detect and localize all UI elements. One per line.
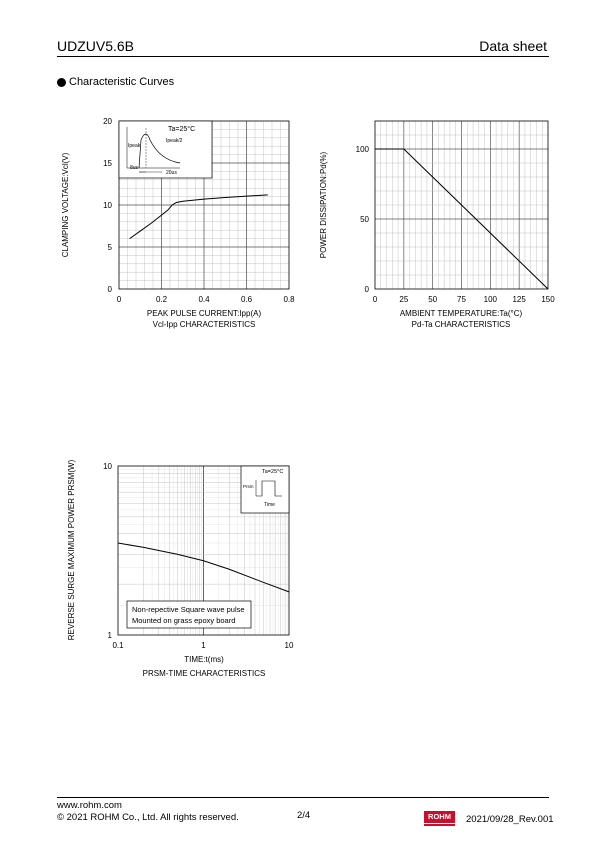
x-tick-label: 0.1 xyxy=(112,641,124,650)
doc-type: Data sheet xyxy=(479,38,547,54)
footer-date-rev: 2021/09/28_Rev.001 xyxy=(466,814,554,825)
inset-label-prsm: Prsm xyxy=(243,484,254,489)
x-axis-label: PEAK PULSE CURRENT:Ipp(A) xyxy=(146,309,262,318)
y-tick-label: 1 xyxy=(107,631,112,640)
pulse-inset xyxy=(241,466,289,513)
annotation-box xyxy=(127,601,251,628)
rohm-logo: ROHM xyxy=(424,811,455,823)
y-tick-label: 10 xyxy=(103,201,112,210)
y-tick-label: 10 xyxy=(103,462,112,471)
y-tick-label: 5 xyxy=(107,243,112,252)
y-axis-label: CLAMPING VOLTAGE:Vcl(V) xyxy=(61,152,70,258)
x-tick-label: 75 xyxy=(457,295,466,304)
annotation-line-1: Non-repective Square wave pulse xyxy=(132,605,245,614)
inset-condition: Ta=25°C xyxy=(262,469,284,475)
y-tick-label: 100 xyxy=(355,145,369,154)
y-tick-labels xyxy=(103,462,112,640)
section-title: Characteristic Curves xyxy=(69,76,175,88)
inset-label-ipeak: Ipeak xyxy=(128,143,141,149)
footer-rule xyxy=(57,797,549,798)
part-number: UDZUV5.6B xyxy=(57,38,135,54)
y-tick-label: 20 xyxy=(103,117,112,126)
x-tick-label: 0.2 xyxy=(155,295,168,304)
y-tick-label: 50 xyxy=(360,215,369,224)
y-axis-label: REVERSE SURGE MAXIMUM POWER PRSM(W) xyxy=(67,459,76,641)
x-tick-labels xyxy=(112,641,294,650)
y-tick-label: 0 xyxy=(107,285,112,294)
chart-caption: Pd-Ta CHARACTERISTICS xyxy=(411,320,511,329)
x-tick-label: 0.6 xyxy=(240,295,253,304)
x-tick-label: 0.4 xyxy=(198,295,210,304)
footer-copyright: © 2021 ROHM Co., Ltd. All rights reserved. xyxy=(57,812,239,823)
inset-label-20us: 20us xyxy=(166,170,177,176)
inset-label-ipeak2: Ipeak/2 xyxy=(166,138,183,144)
chart-caption: PRSM-TIME CHARACTERISTICS xyxy=(142,669,266,678)
x-tick-label: 100 xyxy=(483,295,498,304)
x-tick-label: 50 xyxy=(428,295,438,304)
x-axis-label: TIME:t(ms) xyxy=(184,655,224,664)
inset-label-8us: 8us xyxy=(130,165,139,171)
x-tick-label: 1 xyxy=(201,641,206,650)
page-number: 2/4 xyxy=(297,810,311,821)
inset-label-time: Time xyxy=(264,502,275,508)
x-tick-label: 125 xyxy=(512,295,526,304)
y-axis-label: POWER DISSIPATION:Pd(%) xyxy=(319,151,328,259)
x-tick-label: 0 xyxy=(372,295,378,304)
x-tick-label: 150 xyxy=(541,295,555,304)
x-tick-label: 0 xyxy=(116,295,122,304)
annotation-line-2: Mounted on grass epoxy board xyxy=(132,616,236,625)
x-axis-label: AMBIENT TEMPERATURE:Ta(°C) xyxy=(399,309,523,318)
x-tick-label: 25 xyxy=(399,295,409,304)
x-tick-label: 10 xyxy=(284,641,294,650)
footer-url: www.rohm.com xyxy=(57,800,122,811)
y-tick-label: 15 xyxy=(103,159,112,168)
rohm-logo-bar xyxy=(424,824,455,826)
chart-caption: Vcl-Ipp CHARACTERISTICS xyxy=(152,320,256,329)
y-tick-label: 0 xyxy=(364,285,369,294)
x-tick-label: 0.8 xyxy=(283,295,295,304)
inset-condition: Ta=25°C xyxy=(168,126,196,133)
